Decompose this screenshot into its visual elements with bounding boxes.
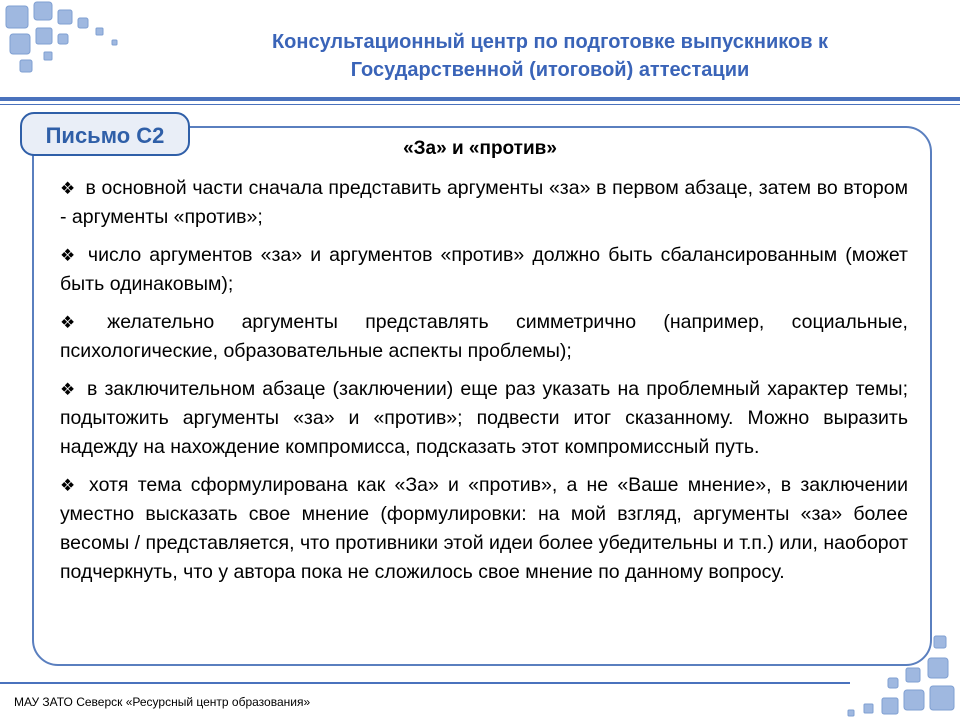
- footer-text: МАУ ЗАТО Северск «Ресурсный центр образования»: [14, 695, 311, 709]
- list-item: [60, 241, 908, 299]
- list-item-text: в заключительном абзаце (заключении) еще раз указать на проблемный характер темы; подытожить аргументы «за» и «против»; подвести итог сказанному. Можно выразить надежду на нахождение компромисса, подсказать этот компромиссный путь.: [60, 378, 908, 458]
- page-header: [180, 28, 920, 84]
- section-badge: Письмо С2: [20, 112, 190, 156]
- bullet-list: [60, 174, 908, 596]
- section-title: «За» и «против»: [403, 138, 557, 159]
- list-item: [60, 174, 908, 232]
- list-item-text: желательно аргументы представлять симметрично (например, социальные, психологические, образовательные аспекты проблемы);: [60, 311, 908, 362]
- list-item-text: хотя тема сформулирована как «За» и «против», а не «Ваше мнение», в заключении уместно высказать свое мнение (формулировки: на мой взгляд, аргументы «за» более весомы / представляется, что противники этой идеи более убедительны и т.п.) или, наоборот подчеркнуть, что у автора пока не сложилось свое мнение по данному вопросу.: [60, 474, 908, 583]
- list-item-text: в основной части сначала представить аргументы «за» в первом абзаце, затем во втором - аргументы «против»;: [60, 177, 908, 228]
- diamond-bullet-icon: ❖: [60, 313, 98, 332]
- diamond-bullet-icon: ❖: [60, 476, 80, 495]
- diamond-bullet-icon: ❖: [60, 179, 76, 198]
- header-divider-thick: [0, 97, 960, 101]
- list-item: [60, 308, 908, 366]
- cube-pattern-top-left: [0, 0, 150, 90]
- list-item: [60, 375, 908, 462]
- footer-divider: [0, 682, 850, 684]
- diamond-bullet-icon: ❖: [60, 246, 78, 265]
- header-divider-thin: [0, 104, 960, 105]
- diamond-bullet-icon: ❖: [60, 380, 77, 399]
- header-line-1: Консультационный центр по подготовке выпускников к: [271, 31, 829, 53]
- list-item: [60, 471, 908, 587]
- list-item-text: число аргументов «за» и аргументов «против» должно быть сбалансированным (может быть одинаковым);: [60, 244, 908, 295]
- header-line-2: Государственной (итоговой) аттестации: [350, 59, 750, 81]
